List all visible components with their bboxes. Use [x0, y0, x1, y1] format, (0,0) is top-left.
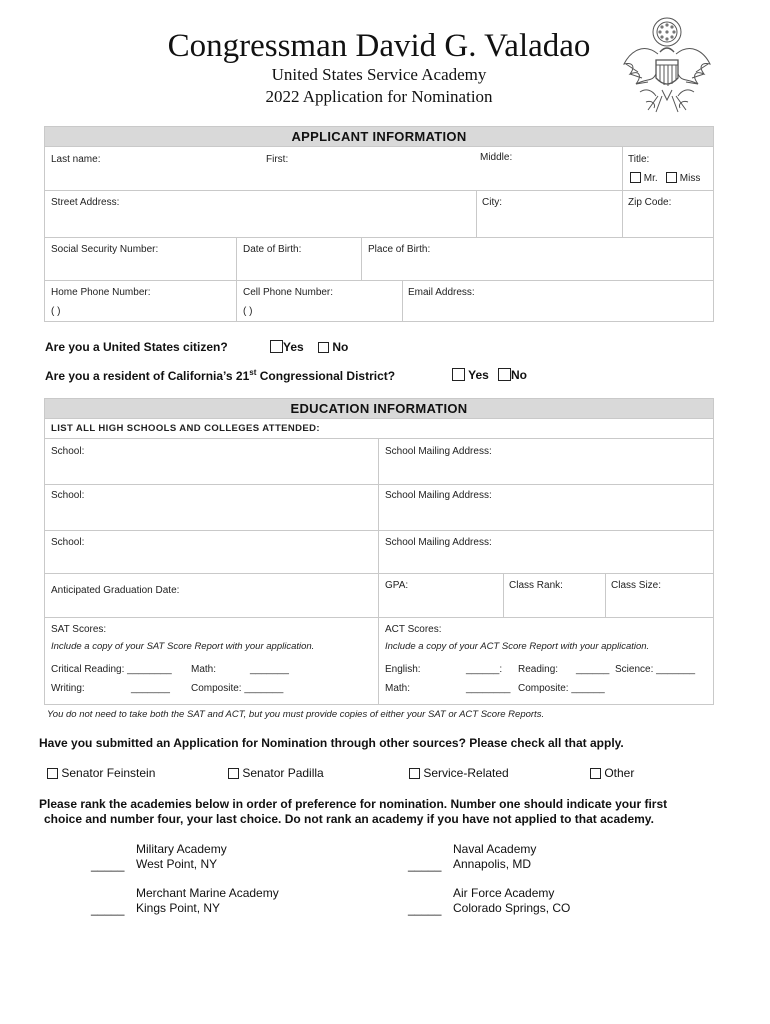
school-mailing-field-3[interactable]: School Mailing Address: [385, 537, 492, 548]
title-label: Title: [628, 154, 650, 165]
page-title: Congressman David G. Valadao [167, 28, 591, 64]
sat-scores-label: SAT Scores: [51, 624, 107, 635]
academy-naval [453, 842, 536, 872]
rank-air-force-field[interactable]: _____ [408, 902, 442, 916]
reading-label: Reading: [518, 664, 559, 675]
checkbox-icon[interactable] [270, 340, 283, 353]
rank-merchant-marine-field[interactable]: _____ [91, 902, 125, 916]
yes-label: Yes [283, 340, 304, 354]
first-name-field[interactable]: First: [266, 154, 289, 165]
gpa-field[interactable]: GPA: [385, 580, 409, 591]
reading-field[interactable]: ______ [576, 664, 610, 675]
home-phone-value: ( ) [51, 306, 61, 317]
checkbox-icon[interactable] [318, 342, 329, 353]
citizen-question: Are you a United States citizen? [45, 340, 228, 354]
page-subtitle: United States Service Academy [271, 65, 487, 84]
academy-air-force [453, 886, 570, 916]
act-math-label: Math: [385, 683, 411, 694]
sat-note: Include a copy of your SAT Score Report with your application. [51, 641, 315, 652]
pob-field[interactable]: Place of Birth: [368, 244, 431, 255]
school-field-3[interactable]: School: [51, 537, 85, 548]
zip-code-field[interactable]: Zip Code: [628, 197, 672, 208]
score-footnote: You do not need to take both the SAT and ACT, but you must provide copies of either your SAT or ACT Score Reports. [47, 709, 545, 720]
source-other-option[interactable] [590, 766, 634, 780]
academy-location: West Point, NY [136, 857, 218, 871]
sat-composite-field[interactable]: Composite: _______ [191, 683, 284, 694]
writing-label: Writing: [51, 683, 85, 694]
academy-location: Kings Point, NY [136, 901, 221, 915]
checkbox-icon[interactable] [666, 172, 677, 183]
source-label: Senator Feinstein [61, 766, 156, 780]
title-miss-option[interactable] [666, 172, 700, 184]
education-info-table [44, 418, 714, 705]
school-field-2[interactable]: School: [51, 490, 85, 501]
resident-question-text-end: Congressional District? [256, 369, 396, 383]
act-scores-label: ACT Scores: [385, 624, 442, 635]
sat-math-field[interactable]: _______ [250, 664, 289, 675]
yes-label: Yes [468, 368, 489, 382]
academy-name: Military Academy [136, 842, 227, 856]
home-phone-field[interactable]: Home Phone Number: [51, 287, 151, 298]
resident-question [45, 368, 395, 383]
source-label: Service-Related [423, 766, 509, 780]
academy-military [136, 842, 227, 872]
source-padilla-option[interactable] [228, 766, 324, 780]
academy-merchant-marine [136, 886, 279, 916]
act-math-field[interactable]: ________ [466, 683, 511, 694]
academy-location: Colorado Springs, CO [453, 901, 571, 915]
academy-name: Naval Academy [453, 842, 537, 856]
checkbox-icon[interactable] [630, 172, 641, 183]
citizen-no-option[interactable] [318, 340, 348, 354]
miss-label: Miss [679, 173, 701, 184]
source-feinstein-option[interactable] [47, 766, 155, 780]
middle-name-field[interactable]: Middle: [480, 152, 513, 163]
english-field[interactable]: ______: [466, 664, 503, 675]
no-label: No [511, 368, 527, 382]
list-schools-label: LIST ALL HIGH SCHOOLS AND COLLEGES ATTENDED: [51, 423, 320, 434]
citizen-yes-option[interactable] [270, 340, 304, 354]
mr-label: Mr. [643, 173, 658, 184]
cell-phone-field[interactable]: Cell Phone Number: [243, 287, 334, 298]
science-field[interactable]: Science: _______ [615, 664, 696, 675]
last-name-field[interactable]: Last name: [51, 154, 101, 165]
class-size-field[interactable]: Class Size: [611, 580, 662, 591]
resident-question-text: Are you a resident of California’s 21 [45, 369, 250, 383]
school-mailing-field-2[interactable]: School Mailing Address: [385, 490, 492, 501]
ranking-instruction-2: choice and number four, your last choice. Do not rank an academy if you have not applied to that academy. [44, 812, 654, 826]
checkbox-icon[interactable] [498, 368, 511, 381]
checkbox-icon[interactable] [409, 768, 420, 779]
source-service-related-option[interactable] [409, 766, 509, 780]
rank-naval-field[interactable]: _____ [408, 858, 442, 872]
resident-yes-option[interactable] [452, 368, 489, 382]
no-label: No [332, 340, 349, 354]
checkbox-icon[interactable] [47, 768, 58, 779]
sat-math-label: Math: [191, 664, 217, 675]
graduation-date-field[interactable]: Anticipated Graduation Date: [51, 585, 180, 596]
source-label: Other [604, 766, 635, 780]
street-address-field[interactable]: Street Address: [51, 197, 120, 208]
resident-no-option[interactable] [498, 368, 527, 382]
ranking-instruction: Please rank the academies below in order of preference for nomination. Number one should indicate your first [39, 797, 668, 811]
checkbox-icon[interactable] [228, 768, 239, 779]
city-field[interactable]: City: [482, 197, 502, 208]
applicant-info-heading: APPLICANT INFORMATION [44, 126, 714, 147]
critical-reading-field[interactable]: Critical Reading: ________ [51, 664, 172, 675]
other-sources-question: Have you submitted an Application for Nomination through other sources? Please check all that apply. [39, 736, 624, 750]
source-label: Senator Padilla [242, 766, 324, 780]
writing-field[interactable]: _______ [131, 683, 170, 694]
ssn-field[interactable]: Social Security Number: [51, 244, 159, 255]
email-field[interactable]: Email Address: [408, 287, 475, 298]
rank-military-field[interactable]: _____ [91, 858, 125, 872]
great-seal-eagle-icon [618, 12, 716, 120]
academy-name: Merchant Marine Academy [136, 886, 279, 900]
school-mailing-field-1[interactable]: School Mailing Address: [385, 446, 492, 457]
academy-name: Air Force Academy [453, 886, 555, 900]
page-subtitle-year: 2022 Application for Nomination [265, 87, 493, 106]
school-field-1[interactable]: School: [51, 446, 85, 457]
checkbox-icon[interactable] [590, 768, 601, 779]
act-composite-field[interactable]: Composite: ______ [518, 683, 605, 694]
dob-field[interactable]: Date of Birth: [243, 244, 302, 255]
academy-location: Annapolis, MD [453, 857, 532, 871]
english-label: English: [385, 664, 421, 675]
cell-phone-value: ( ) [243, 306, 253, 317]
education-info-heading: EDUCATION INFORMATION [44, 398, 714, 419]
ordinal-suffix: st [249, 368, 257, 377]
checkbox-icon[interactable] [452, 368, 465, 381]
class-rank-field[interactable]: Class Rank: [509, 580, 563, 591]
act-note: Include a copy of your ACT Score Report with your application. [385, 641, 650, 652]
title-mr-option[interactable] [630, 172, 658, 184]
